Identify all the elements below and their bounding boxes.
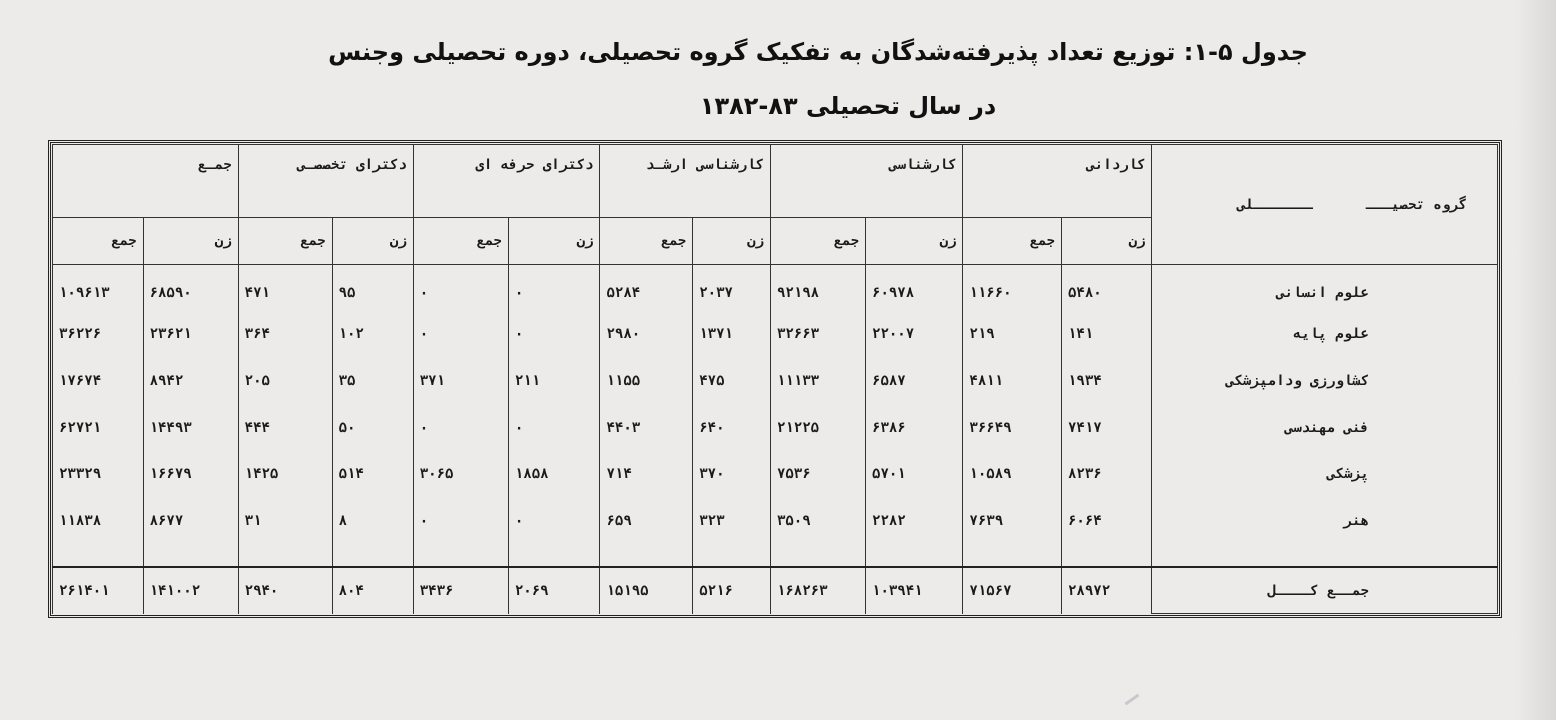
cell-value: ۱۱۵۵: [600, 358, 693, 405]
total-cell-value: ۱۴۱۰۰۲: [143, 567, 238, 613]
total-cell-value: ۱۵۱۹۵: [600, 567, 693, 613]
group-column-header: [1152, 145, 1498, 265]
cell-value: ۷۵۳۶: [770, 451, 865, 498]
cell-value: ۱۹۳۴: [1062, 358, 1152, 405]
cell-value: ۵۰: [332, 404, 413, 451]
total-cell-value: ۱۰۳۹۴۱: [866, 567, 963, 613]
cell-value: ۲۹۸۰: [600, 311, 693, 358]
subheader-women: زن: [1062, 218, 1152, 265]
cell-value: ۲۳۶۲۱: [143, 311, 238, 358]
row-group-label: هنر: [1152, 497, 1498, 544]
table-row: [53, 404, 1498, 451]
cell-value: ۱۰۹۶۱۳: [53, 265, 144, 312]
cell-value: ۰: [413, 265, 508, 312]
total-cell-value: ۲۶۱۴۰۱: [53, 567, 144, 613]
cell-value: ۶۲۷۲۱: [53, 404, 144, 451]
subheader-total: جمع: [600, 218, 693, 265]
cell-value: ۸۹۴۲: [143, 358, 238, 405]
cell-value: ۵۱۴: [332, 451, 413, 498]
group-header-part-1: گروه تحصیـــ: [1365, 196, 1467, 213]
level-header-bachelor: کارشناسی: [770, 145, 962, 218]
cell-value: ۳۷۱: [413, 358, 508, 405]
table-body: [53, 265, 1498, 614]
subheader-women: زن: [332, 218, 413, 265]
cell-value: ۵۷۰۱: [866, 451, 963, 498]
level-header-associate: کاردانی: [963, 145, 1152, 218]
table-row: [53, 358, 1498, 405]
cell-value: ۳۶۶۴۹: [963, 404, 1062, 451]
cell-value: ۰: [508, 404, 600, 451]
row-group-label: فنی مهندسی: [1152, 404, 1498, 451]
cell-value: ۰: [413, 497, 508, 544]
cell-value: ۰: [413, 311, 508, 358]
cell-value: ۰: [413, 404, 508, 451]
cell-value: ۳۵۰۹: [770, 497, 865, 544]
total-label-part-2: ـع کـ: [1301, 582, 1344, 599]
cell-value: ۶۰۹۷۸: [866, 265, 963, 312]
cell-value: ۶۵۹: [600, 497, 693, 544]
cell-value: ۲۰۵: [238, 358, 332, 405]
cell-value: ۱۷۶۷۴: [53, 358, 144, 405]
cell-value: ۰: [508, 265, 600, 312]
total-row-label: [1152, 567, 1498, 613]
cell-value: ۳۱: [238, 497, 332, 544]
header-row-levels: [53, 145, 1498, 218]
total-cell-value: ۲۰۶۹: [508, 567, 600, 613]
cell-value: ۱۰۵۸۹: [963, 451, 1062, 498]
cell-value: ۰: [508, 497, 600, 544]
level-header-master: کارشناسی ارشـد: [600, 145, 770, 218]
cell-value: ۲۲۸۲: [866, 497, 963, 544]
table-row: [53, 497, 1498, 544]
cell-value: ۶۸۵۹۰: [143, 265, 238, 312]
cell-value: ۴۷۱: [238, 265, 332, 312]
cell-value: ۱۳۷۱: [693, 311, 771, 358]
total-label-part-1: جمـ: [1343, 582, 1369, 599]
cell-value: ۱۰۲: [332, 311, 413, 358]
cell-value: ۸۶۷۷: [143, 497, 238, 544]
cell-value: ۵۲۸۴: [600, 265, 693, 312]
cell-value: ۳۶۴: [238, 311, 332, 358]
cell-value: ۲۱۲۲۵: [770, 404, 865, 451]
cell-value: ۱۶۶۷۹: [143, 451, 238, 498]
subheader-women: زن: [693, 218, 771, 265]
row-group-label: کشاورزی ودامپزشکی: [1152, 358, 1498, 405]
cell-value: ۳۲۳: [693, 497, 771, 544]
cell-value: ۳۵: [332, 358, 413, 405]
table-title: جدول ۵-۱: توزیع تعداد پذیرفته‌شدگان به تفکیک گروه تحصیلی، دوره تحصیلی وجنس: [328, 38, 1308, 66]
subheader-women: زن: [508, 218, 600, 265]
cell-value: ۹۲۱۹۸: [770, 265, 865, 312]
cell-value: ۸۲۳۶: [1062, 451, 1152, 498]
table-row: [53, 311, 1498, 358]
cell-value: ۴۸۱۱: [963, 358, 1062, 405]
total-cell-value: ۱۶۸۲۶۳: [770, 567, 865, 613]
cell-value: ۲۱۱: [508, 358, 600, 405]
cell-value: ۷۴۱۷: [1062, 404, 1152, 451]
subheader-total: جمع: [413, 218, 508, 265]
total-cell-value: ۲۹۴۰: [238, 567, 332, 613]
total-cell-value: ۸۰۴: [332, 567, 413, 613]
cell-value: ۱۱۸۳۸: [53, 497, 144, 544]
cell-value: ۰: [508, 311, 600, 358]
scan-pen-mark: [1125, 694, 1140, 706]
table-row: [53, 451, 1498, 498]
cell-value: ۴۴۰۳: [600, 404, 693, 451]
cell-value: ۳۲۶۶۳: [770, 311, 865, 358]
cell-value: ۷۶۳۹: [963, 497, 1062, 544]
total-cell-value: ۷۱۵۶۷: [963, 567, 1062, 613]
level-header-phd: دکترای تخصصـی: [238, 145, 413, 218]
subheader-total: جمع: [53, 218, 144, 265]
row-group-label: پزشکی: [1152, 451, 1498, 498]
cell-value: ۲۳۳۲۹: [53, 451, 144, 498]
total-row: [53, 567, 1498, 613]
cell-value: ۴۷۵: [693, 358, 771, 405]
cell-value: ۶۳۸۶: [866, 404, 963, 451]
subheader-women: زن: [866, 218, 963, 265]
cell-value: ۱۴۴۹۳: [143, 404, 238, 451]
table-subtitle: در سال تحصیلی ۸۳-۱۳۸۲: [699, 92, 997, 120]
cell-value: ۱۱۱۳۳: [770, 358, 865, 405]
row-group-label: علوم انسانی: [1152, 265, 1498, 312]
cell-value: ۱۴۲۵: [238, 451, 332, 498]
cell-value: ۹۵: [332, 265, 413, 312]
cell-value: ۲۰۳۷: [693, 265, 771, 312]
cell-value: ۳۶۲۲۶: [53, 311, 144, 358]
subheader-total: جمع: [770, 218, 865, 265]
cell-value: ۳۰۶۵: [413, 451, 508, 498]
total-cell-value: ۵۲۱۶: [693, 567, 771, 613]
cell-value: ۱۴۱: [1062, 311, 1152, 358]
cell-value: ۱۸۵۸: [508, 451, 600, 498]
cell-value: ۶۰۶۴: [1062, 497, 1152, 544]
subheader-women: زن: [143, 218, 238, 265]
subheader-total: جمع: [238, 218, 332, 265]
total-label-part-3: ـــل: [1267, 582, 1302, 599]
cell-value: ۸: [332, 497, 413, 544]
cell-value: ۳۷۰: [693, 451, 771, 498]
cell-value: ۶۴۰: [693, 404, 771, 451]
cell-value: ۱۱۶۶۰: [963, 265, 1062, 312]
level-header-total: جمـع: [53, 145, 239, 218]
cell-value: ۴۴۴: [238, 404, 332, 451]
cell-value: ۲۱۹: [963, 311, 1062, 358]
cell-value: ۲۲۰۰۷: [866, 311, 963, 358]
cell-value: ۵۴۸۰: [1062, 265, 1152, 312]
level-header-professional-doctorate: دکترای حرفه ای: [413, 145, 600, 218]
total-cell-value: ۲۸۹۷۲: [1062, 567, 1152, 613]
row-group-label: علوم پایه: [1152, 311, 1498, 358]
admissions-table: [52, 144, 1498, 614]
total-cell-value: ۳۴۳۶: [413, 567, 508, 613]
group-header-part-2: ـــــــلی: [1237, 196, 1313, 213]
table-spacer-row: [53, 544, 1498, 567]
cell-value: ۶۵۸۷: [866, 358, 963, 405]
table-row: [53, 265, 1498, 312]
subheader-total: جمع: [963, 218, 1062, 265]
cell-value: ۷۱۴: [600, 451, 693, 498]
